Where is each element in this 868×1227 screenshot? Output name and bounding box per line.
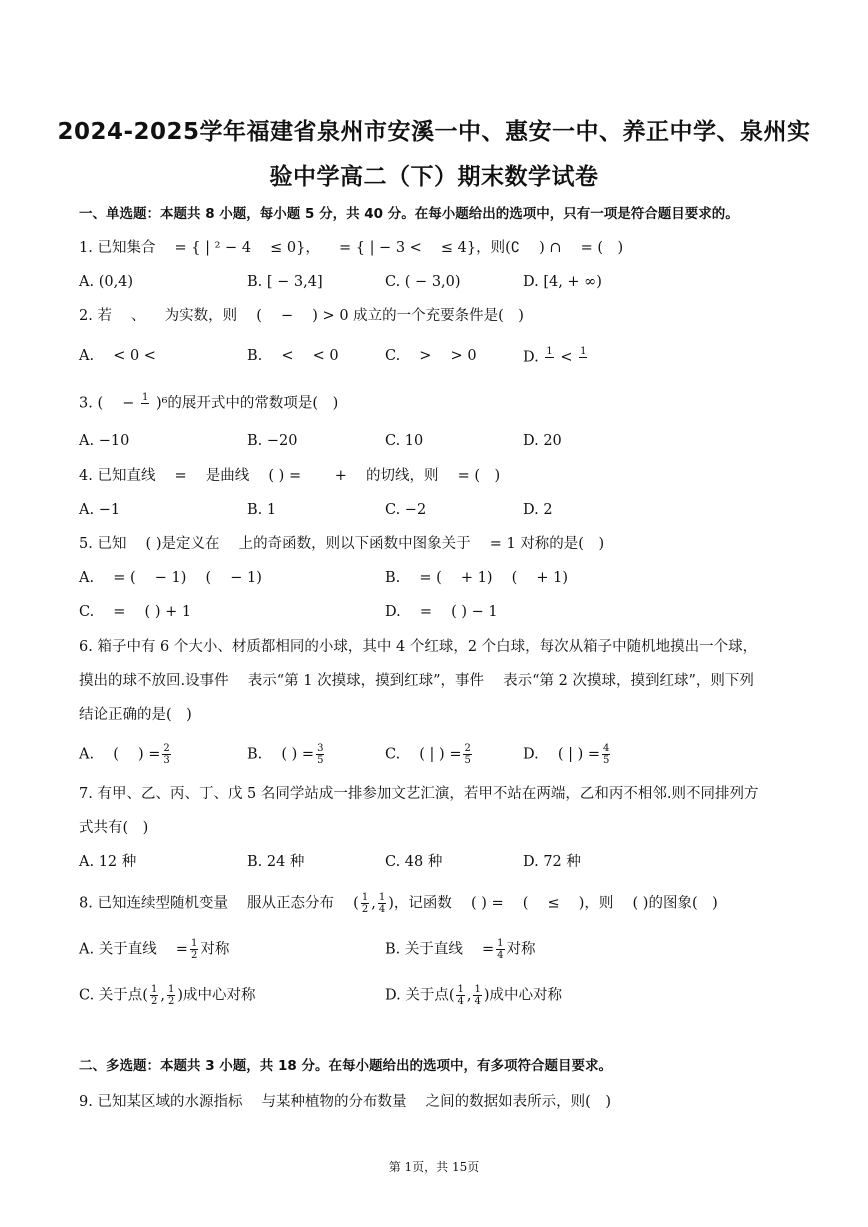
- question-7-stem-line-2: 式共有( ): [79, 820, 149, 836]
- question-8-option-d: D. 关于点( $\frac{1}{4}$ , $\frac{1}{4}$ )成中心对称: [385, 984, 563, 1007]
- question-7-option-b: B. 24 种: [247, 854, 305, 870]
- section-heading-single-choice: 一、单选题：本题共 8 小题，每小题 5 分，共 40 分。在每小题给出的选项中，只有一项是符合题目要求的。: [79, 206, 739, 222]
- question-7-option-d: D. 72 种: [523, 854, 581, 870]
- question-7-option-a: A. 12 种: [79, 854, 137, 870]
- question-6-stem-line-1: 6. 箱子中有 6 个大小、材质都相同的小球，其中 4 个红球，2 个白球，每次从箱子中随机地摸出一个球，: [79, 639, 758, 655]
- fraction: 1: [580, 346, 587, 357]
- fraction: $\frac{3}{5}$: [317, 743, 324, 766]
- question-4-option-a: A. −1: [79, 502, 121, 518]
- question-3-option-c: C. 10: [385, 433, 424, 449]
- question-6-stem-line-2: 摸出的球不放回.设事件 表示“第 1 次摸球，摸到红球”，事件 表示“第 2 次摸球，摸到红球”，则下列: [79, 673, 754, 689]
- question-3-option-a: A. −10: [79, 433, 130, 449]
- question-6-option-b: B. ( ) = $\frac{3}{5}$: [247, 743, 324, 766]
- question-3-option-d: D. 20: [523, 433, 562, 449]
- fraction: $\frac{1}{2}$: [167, 984, 175, 1007]
- question-5-option-d: D. = ( ) − 1: [385, 604, 498, 620]
- question-7-stem-line-1: 7. 有甲、乙、丙、丁、戊 5 名同学站成一排参加文艺汇演，若甲不站在两端，乙和丙不相邻.则不同排列方: [79, 786, 759, 802]
- question-2-stem: 2. 若 、 为实数，则 ( − ) > 0 成立的一个充要条件是( ): [79, 308, 524, 324]
- question-2-option-a: A. < 0 <: [79, 348, 156, 364]
- question-3-stem: 3. ( − 1 )⁶的展开式中的常数项是( ): [79, 392, 808, 415]
- question-5-option-b: B. = ( + 1) ( + 1): [385, 570, 569, 586]
- fraction: $\frac{1}{4}$: [474, 984, 481, 1007]
- question-4-option-b: B. 1: [247, 502, 277, 518]
- question-6-option-c: C. ( | ) = $\frac{2}{5}$: [385, 743, 471, 766]
- fraction: $\frac{2}{3}$: [163, 743, 170, 766]
- fraction: 1: [141, 392, 149, 403]
- fraction: $\frac{4}{5}$: [603, 743, 610, 766]
- question-4-stem: 4. 已知直线 = 是曲线 ( ) = + 的切线，则 = ( ): [79, 468, 501, 484]
- question-7-option-c: C. 48 种: [385, 854, 443, 870]
- fraction: 1: [546, 346, 553, 357]
- fraction: $\frac{1}{4}$: [457, 984, 464, 1007]
- fraction: $\frac{1}{4}$: [378, 892, 386, 915]
- question-6-option-d: D. ( | ) = $\frac{4}{5}$: [523, 743, 610, 766]
- exam-title-line-2: 验中学高二（下）期末数学试卷: [269, 164, 599, 190]
- question-1-stem: 1. 已知集合 = { | ² − 4 ≤ 0}， = { | − 3 < ≤ 4}，则(∁ ) ∩ = ( ): [79, 240, 624, 256]
- fraction: $\frac{1}{2}$: [190, 938, 198, 961]
- question-2-option-b: B. < < 0: [247, 348, 339, 364]
- question-1-option-c: C. ( − 3,0): [385, 274, 461, 290]
- question-3-option-b: B. −20: [247, 433, 298, 449]
- fraction: $\frac{1}{2}$: [150, 984, 158, 1007]
- less-than: <: [560, 349, 573, 366]
- question-1-option-b: B. [ − 3,4]: [247, 274, 323, 290]
- question-6-option-a: A. ( ) = $\frac{2}{3}$: [79, 743, 170, 766]
- question-4-option-d: D. 2: [523, 502, 553, 518]
- question-8-option-a: A. 关于直线 = $\frac{1}{2}$ 对称: [79, 938, 230, 961]
- question-8-option-c: C. 关于点( $\frac{1}{2}$ , $\frac{1}{2}$ )成中心对称: [79, 984, 256, 1007]
- question-2-option-c: C. > > 0: [385, 348, 477, 364]
- question-1-option-d: D. [4, + ∞): [523, 274, 602, 290]
- question-9-stem: 9. 已知某区域的水源指标 与某种植物的分布数量 之间的数据如表所示，则( ): [79, 1094, 611, 1110]
- question-8-stem: 8. 已知连续型随机变量 服从正态分布 ( $\frac{1}{2}$ , $\frac{1}{4}$ )，记函数 ( ) = ( ≤ )，则 ( )的图象( ): [79, 892, 718, 915]
- question-5-stem: 5. 已知 ( )是定义在 上的奇函数，则以下函数中图象关于 = 1 对称的是( ): [79, 536, 605, 552]
- fraction: $\frac{1}{4}$: [497, 938, 504, 961]
- question-5-option-c: C. = ( ) + 1: [79, 604, 192, 620]
- question-4-option-c: C. −2: [385, 502, 427, 518]
- question-8-option-b: B. 关于直线 = $\frac{1}{4}$ 对称: [385, 938, 536, 961]
- exam-title-line-1: 2024-2025学年福建省泉州市安溪一中、惠安一中、养正中学、泉州实: [57, 119, 811, 145]
- question-6-stem-line-3: 结论正确的是( ): [79, 707, 192, 723]
- section-heading-multiple-choice: 二、多选题：本题共 3 小题，共 18 分。在每小题给出的选项中，有多项符合题目要求。: [79, 1058, 612, 1074]
- fraction: $\frac{2}{5}$: [464, 743, 471, 766]
- option-d-label: D.: [523, 349, 539, 366]
- page-footer: 第 1页，共 15页: [388, 1160, 480, 1174]
- question-1-option-a: A. (0,4): [79, 274, 134, 290]
- question-5-option-a: A. = ( − 1) ( − 1): [79, 570, 262, 586]
- question-2-option-d: [523, 346, 589, 369]
- fraction: $\frac{1}{2}$: [361, 892, 369, 915]
